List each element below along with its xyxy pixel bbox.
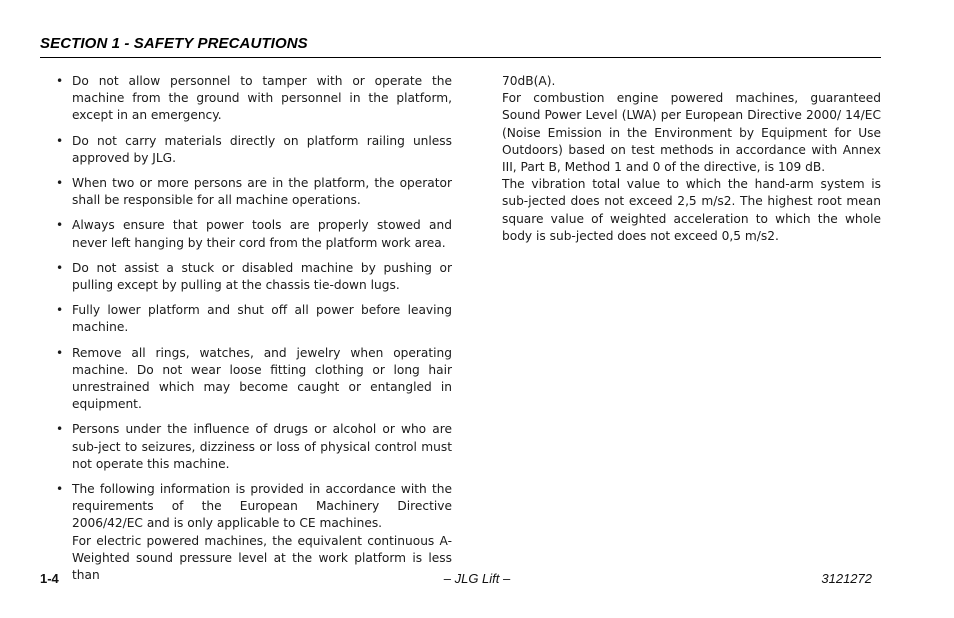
bullet-item bbox=[56, 345, 452, 414]
bullet-item bbox=[56, 73, 452, 125]
page-number: 1-4 bbox=[40, 571, 59, 586]
bullet-icon: • bbox=[56, 133, 64, 148]
bullet-icon: • bbox=[56, 482, 64, 497]
bullet-text: When two or more persons are in the platform, the operator shall be responsible for all machine operations. bbox=[72, 176, 452, 208]
bullet-text: Always ensure that power tools are properly stowed and never left hanging by their cord from the platform work area. bbox=[72, 218, 452, 250]
bullet-text: Do not allow personnel to tamper with or operate the machine from the ground with personnel in the platform, except in an emergency. bbox=[72, 74, 452, 123]
bullet-icon: • bbox=[56, 176, 64, 191]
bullet-text: Persons under the influence of drugs or alcohol or who are sub-ject to seizures, dizziness or loss of physical control must not operate this machine. bbox=[72, 422, 452, 471]
bullet-item bbox=[56, 217, 452, 251]
bullet-text: Fully lower platform and shut off all power before leaving machine. bbox=[72, 303, 452, 335]
bullet-text: Remove all rings, watches, and jewelry when operating machine. Do not wear loose fitting clothing or long hair unrestrained which may become caught or entangled in equipment. bbox=[72, 345, 452, 412]
footer-brand: – JLG Lift – bbox=[443, 571, 511, 586]
document-number: 3121272 bbox=[821, 571, 872, 586]
bullet-item bbox=[56, 133, 452, 167]
bullet-text: Do not assist a stuck or disabled machine by pushing or pulling except by pulling at the chassis tie-down lugs. bbox=[72, 260, 452, 293]
bullet-item bbox=[56, 481, 452, 584]
bullet-item bbox=[56, 302, 452, 336]
bullet-icon: • bbox=[56, 422, 64, 437]
left-column bbox=[56, 73, 452, 592]
bullet-text: The following information is provided in accordance with the requirements of the European Machinery Directive 2006/42/EC and is only applicable to CE machines. bbox=[72, 482, 452, 531]
vibration-paragraph: The vibration total value to which the hand-arm system is sub-jected does not exceed 2,5 m/s2. The highest root mean square value of weighted acceleration to which the whole body is sub-jected does not exceed 0,5 m/s2. bbox=[502, 177, 881, 243]
bullet-text: Do not carry materials directly on platform railing unless approved by JLG. bbox=[72, 133, 452, 165]
bullet-icon: • bbox=[56, 260, 64, 275]
header-divider bbox=[40, 57, 881, 58]
bullet-icon: • bbox=[56, 345, 64, 360]
combustion-engine-paragraph: For combustion engine powered machines, guaranteed Sound Power Level (LWA) per European Directive 2000/ 14/EC (Noise Emission in the Environment by Equipment for Use Outdoors) based on test methods in accordance with Annex III, Part B, Method 1 and 0 of the directive, is 109 dB. bbox=[502, 91, 881, 175]
bullet-icon: • bbox=[56, 74, 64, 88]
bullet-item bbox=[56, 421, 452, 473]
bullet-continuation-text: For electric powered machines, the equivalent continuous A-Weighted sound pressure level at the work platform is less than bbox=[72, 533, 452, 583]
bullet-item bbox=[56, 175, 452, 209]
safety-bullet-list bbox=[56, 73, 452, 584]
right-column bbox=[502, 73, 881, 245]
bullet-item bbox=[56, 260, 452, 294]
section-title: SECTION 1 - SAFETY PRECAUTIONS bbox=[40, 35, 308, 52]
bullet-icon: • bbox=[56, 303, 64, 318]
bullet-icon: • bbox=[56, 218, 64, 233]
sound-level-continuation: 70dB(A). bbox=[502, 74, 556, 88]
